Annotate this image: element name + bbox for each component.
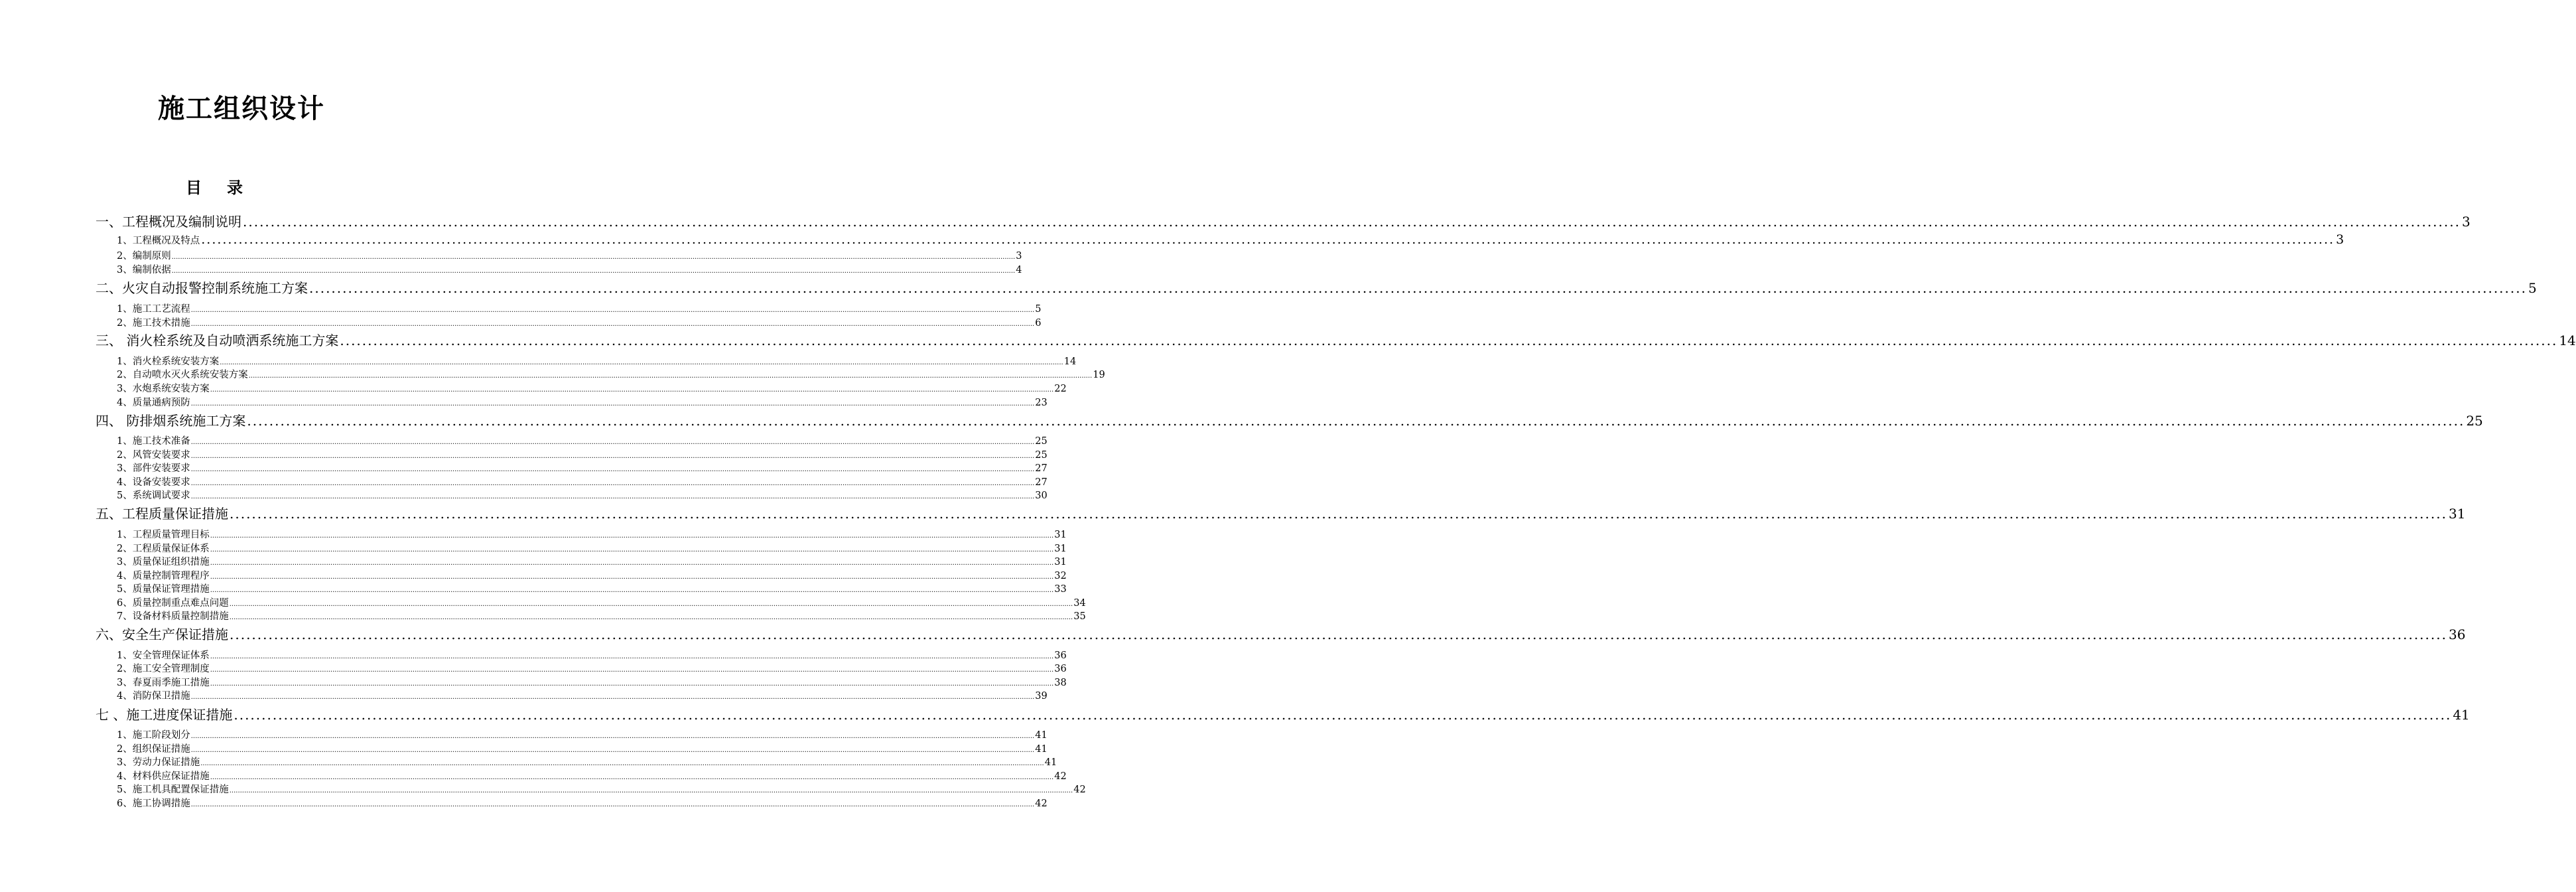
dot-leader: ................................................................................................................................................................................................................................................................................................................................................................................................................	[230, 627, 2447, 642]
toc-entry-page: 22	[1054, 384, 1067, 394]
dot-leader: ................................................................................................................................................................................................................................................................................................................................................................................................................	[234, 707, 2452, 723]
dot-leader: ................................................................................................................................................................................................................................................................................................................................................................................................................	[229, 787, 1073, 794]
toc-entry-page: 42	[1054, 771, 1067, 782]
dot-leader: ................................................................................................................................................................................................................................................................................................................................................................................................................	[190, 321, 1035, 328]
toc-entry-title: 2、工程质量保证体系	[117, 544, 210, 554]
toc-entry-title: 2、施工技术措施	[117, 318, 190, 329]
toc-entry-page: 14	[1063, 356, 1077, 367]
toc-entry-page: 38	[1054, 678, 1067, 688]
dot-leader: ................................................................................................................................................................................................................................................................................................................................................................................................................	[210, 653, 1054, 660]
dot-leader: ................................................................................................................................................................................................................................................................................................................................................................................................................	[230, 506, 2447, 522]
toc-entry-page: 32	[1054, 571, 1067, 581]
toc-entry-page: 30	[1035, 490, 1048, 501]
toc-entry-item[interactable]	[117, 568, 1067, 581]
toc-entry-item[interactable]	[117, 796, 1048, 809]
toc-entry-page: 33	[1054, 584, 1067, 595]
toc-entry-section-4[interactable]	[96, 410, 2483, 430]
toc-entry-item[interactable]	[117, 315, 1042, 329]
toc-entry-page: 5	[1035, 304, 1042, 315]
toc-entry-item[interactable]	[117, 461, 1048, 474]
dot-leader: ................................................................................................................................................................................................................................................................................................................................................................................................................	[210, 532, 1054, 540]
toc-entry-section-3[interactable]	[96, 330, 2576, 350]
toc-entry-title: 2、组织保证措施	[117, 744, 190, 755]
toc-entry-title: 4、材料供应保证措施	[117, 771, 210, 782]
dot-leader: ................................................................................................................................................................................................................................................................................................................................................................................................................	[210, 559, 1054, 567]
toc-entry-page: 6	[1035, 318, 1042, 329]
dot-leader: ................................................................................................................................................................................................................................................................................................................................................................................................................	[190, 439, 1035, 446]
toc-entry-page: 31	[1054, 530, 1067, 540]
dot-leader: ................................................................................................................................................................................................................................................................................................................................................................................................................	[190, 801, 1035, 808]
toc-entry-title: 7、设备材料质量控制措施	[117, 611, 229, 622]
toc-entry-title: 3、水炮系统安装方案	[117, 384, 210, 394]
document-title: 施工组织设计	[158, 93, 325, 124]
toc-entry-item[interactable]	[117, 755, 1057, 768]
toc-entry-title: 4、质量通病预防	[117, 398, 190, 408]
toc-entry-title: 4、质量控制管理程序	[117, 571, 210, 581]
toc-entry-title: 2、风管安装要求	[117, 450, 190, 461]
toc-entry-title: 2、编制原则	[117, 251, 171, 261]
dot-leader: ................................................................................................................................................................................................................................................................................................................................................................................................................	[171, 254, 1016, 261]
toc-entry-page: 23	[1035, 398, 1048, 408]
dot-leader: ................................................................................................................................................................................................................................................................................................................................................................................................................	[248, 372, 1093, 380]
toc-entry-item[interactable]	[117, 675, 1067, 688]
toc-entry-section-5[interactable]	[96, 503, 2466, 523]
toc-entry-page: 3	[2461, 214, 2471, 230]
toc-entry-title: 1、安全管理保证体系	[117, 650, 210, 661]
dot-leader: ................................................................................................................................................................................................................................................................................................................................................................................................................	[220, 359, 1063, 366]
toc-entry-title: 3、部件安装要求	[117, 463, 190, 474]
toc-entry-page: 41	[2453, 707, 2470, 723]
toc-entry-title: 1、工程质量管理目标	[117, 530, 210, 540]
toc-entry-page: 36	[2448, 627, 2466, 642]
toc-entry-item[interactable]	[117, 433, 1048, 447]
toc-entry-item[interactable]	[117, 581, 1067, 595]
toc-entry-title: 1、消火栓系统安装方案	[117, 356, 220, 367]
toc-entry-title: 5、系统调试要求	[117, 490, 190, 501]
toc-entry-title: 一、工程概况及编制说明	[96, 214, 241, 230]
toc-entry-page: 41	[1035, 744, 1048, 755]
toc-entry-page: 25	[1035, 436, 1048, 447]
toc-entry-title: 5、施工机具配置保证措施	[117, 784, 229, 795]
toc-entry-item[interactable]	[117, 367, 1105, 380]
dot-leader: ................................................................................................................................................................................................................................................................................................................................................................................................................	[340, 333, 2558, 348]
toc-entry-item[interactable]	[117, 609, 1086, 622]
toc-entry-title: 1、施工技术准备	[117, 436, 190, 447]
dot-leader: ................................................................................................................................................................................................................................................................................................................................................................................................................	[210, 587, 1054, 594]
dot-leader: ................................................................................................................................................................................................................................................................................................................................................................................................................	[210, 666, 1054, 674]
toc-entry-title: 1、工程概况及特点	[117, 236, 200, 246]
toc-entry-section-7[interactable]	[96, 704, 2470, 724]
dot-leader: ................................................................................................................................................................................................................................................................................................................................................................................................................	[201, 232, 2335, 247]
toc-entry-page: 31	[1054, 544, 1067, 554]
toc-entry-item[interactable]	[117, 262, 1022, 275]
toc-entry-title: 五、工程质量保证措施	[96, 506, 228, 522]
toc-entry-item[interactable]	[117, 595, 1086, 609]
dot-leader: ................................................................................................................................................................................................................................................................................................................................................................................................................	[210, 573, 1054, 581]
toc-entry-page: 36	[1054, 664, 1067, 674]
dot-leader: ................................................................................................................................................................................................................................................................................................................................................................................................................	[190, 453, 1035, 460]
toc-entry-title: 5、质量保证管理措施	[117, 584, 210, 595]
toc-entry-title: 三、 消火栓系统及自动喷洒系统施工方案	[96, 333, 339, 348]
toc-entry-page: 35	[1073, 611, 1086, 622]
dot-leader: ................................................................................................................................................................................................................................................................................................................................................................................................................	[243, 214, 2461, 230]
toc-entry-title: 6、质量控制重点难点问题	[117, 598, 229, 609]
toc-entry-item[interactable]	[117, 554, 1067, 567]
toc-entry-item[interactable]	[117, 727, 1048, 741]
toc-entry-page: 19	[1093, 370, 1105, 380]
toc-entry-page: 3	[2336, 232, 2344, 247]
dot-leader: ................................................................................................................................................................................................................................................................................................................................................................................................................	[309, 280, 2527, 296]
toc-entry-item[interactable]	[117, 475, 1048, 488]
toc-entry-title: 七 、施工进度保证措施	[96, 707, 233, 723]
toc-entry-page: 3	[1016, 251, 1022, 261]
dot-leader: ................................................................................................................................................................................................................................................................................................................................................................................................................	[190, 733, 1035, 740]
toc-entry-item[interactable]	[117, 381, 1067, 394]
toc-entry-item[interactable]	[117, 541, 1067, 554]
toc-entry-section-2[interactable]	[96, 277, 2537, 297]
dot-leader: ................................................................................................................................................................................................................................................................................................................................................................................................................	[210, 680, 1054, 688]
toc-entry-page: 39	[1035, 691, 1048, 702]
dot-leader: ................................................................................................................................................................................................................................................................................................................................................................................................................	[190, 466, 1035, 473]
toc-entry-item[interactable]	[117, 782, 1086, 795]
toc-entry-title: 4、消防保卫措施	[117, 691, 190, 702]
dot-leader: ................................................................................................................................................................................................................................................................................................................................................................................................................	[200, 760, 1044, 767]
toc-entry-item[interactable]	[117, 395, 1048, 408]
toc-entry-item[interactable]	[117, 769, 1067, 782]
toc-entry-title: 3、质量保证组织措施	[117, 557, 210, 567]
toc-entry-title: 六、安全生产保证措施	[96, 627, 228, 642]
dot-leader: ................................................................................................................................................................................................................................................................................................................................................................................................................	[229, 614, 1073, 621]
toc-entry-page: 31	[2448, 506, 2466, 522]
toc-entry-page: 41	[1035, 730, 1048, 741]
toc-entry-page: 27	[1035, 463, 1048, 474]
toc-entry-title: 1、施工工艺流程	[117, 304, 190, 315]
dot-leader: ................................................................................................................................................................................................................................................................................................................................................................................................................	[190, 480, 1035, 487]
dot-leader: ................................................................................................................................................................................................................................................................................................................................................................................................................	[247, 413, 2465, 429]
toc-entry-page: 25	[2466, 413, 2483, 429]
dot-leader: ................................................................................................................................................................................................................................................................................................................................................................................................................	[171, 267, 1016, 275]
toc-entry-page: 25	[1035, 450, 1048, 461]
dot-leader: ................................................................................................................................................................................................................................................................................................................................................................................................................	[190, 400, 1035, 408]
dot-leader: ................................................................................................................................................................................................................................................................................................................................................................................................................	[229, 601, 1073, 608]
toc-entry-page: 5	[2528, 280, 2537, 296]
toc-entry-item[interactable]	[117, 447, 1048, 461]
toc-entry-title: 2、施工安全管理制度	[117, 664, 210, 674]
toc-entry-page: 34	[1073, 598, 1086, 609]
toc-entry-title: 四、 防排烟系统施工方案	[96, 413, 246, 429]
toc-entry-item[interactable]	[117, 661, 1067, 674]
dot-leader: ................................................................................................................................................................................................................................................................................................................................................................................................................	[210, 546, 1054, 554]
toc-entry-item[interactable]	[117, 248, 1022, 261]
toc-entry-item[interactable]	[117, 488, 1048, 501]
toc-heading-char-1: 目	[186, 178, 202, 197]
toc-entry-item[interactable]	[117, 688, 1048, 702]
dot-leader: ................................................................................................................................................................................................................................................................................................................................................................................................................	[190, 747, 1035, 754]
toc-entry-page: 36	[1054, 650, 1067, 661]
toc-entry-page: 31	[1054, 557, 1067, 567]
toc-entry-page: 14	[2559, 333, 2576, 348]
toc-entry-title: 4、设备安装要求	[117, 477, 190, 488]
toc-entry-title: 2、自动喷水灭火系统安装方案	[117, 370, 248, 380]
toc-heading-char-2: 录	[227, 178, 243, 197]
toc-entry-title: 6、施工协调措施	[117, 798, 190, 809]
toc-entry-title: 二、火灾自动报警控制系统施工方案	[96, 280, 308, 296]
dot-leader: ................................................................................................................................................................................................................................................................................................................................................................................................................	[190, 307, 1035, 314]
toc-entry-page: 42	[1035, 798, 1048, 809]
toc-entry-title: 3、劳动力保证措施	[117, 757, 200, 768]
toc-entry-section-1[interactable]	[96, 211, 2471, 231]
toc-entry-item[interactable]	[117, 648, 1067, 661]
toc-entry-page: 42	[1073, 784, 1086, 795]
toc-entry-item[interactable]	[117, 354, 1077, 367]
toc-entry-item[interactable]	[117, 301, 1042, 315]
toc-entry-section-6[interactable]	[96, 624, 2466, 644]
toc-entry-page: 41	[1044, 757, 1057, 768]
dot-leader: ................................................................................................................................................................................................................................................................................................................................................................................................................	[190, 694, 1035, 701]
dot-leader: ................................................................................................................................................................................................................................................................................................................................................................................................................	[210, 774, 1054, 781]
toc-entry-page: 27	[1035, 477, 1048, 488]
toc-entry-item[interactable]	[117, 232, 2344, 247]
dot-leader: ................................................................................................................................................................................................................................................................................................................................................................................................................	[210, 386, 1054, 394]
toc-entry-title: 1、施工阶段划分	[117, 730, 190, 741]
toc-entry-title: 3、编制依据	[117, 265, 171, 275]
toc-entry-title: 3、春夏雨季施工措施	[117, 678, 210, 688]
dot-leader: ................................................................................................................................................................................................................................................................................................................................................................................................................	[190, 493, 1035, 500]
toc-entry-item[interactable]	[117, 527, 1067, 540]
toc-entry-item[interactable]	[117, 741, 1048, 755]
toc-entry-page: 4	[1016, 265, 1022, 275]
